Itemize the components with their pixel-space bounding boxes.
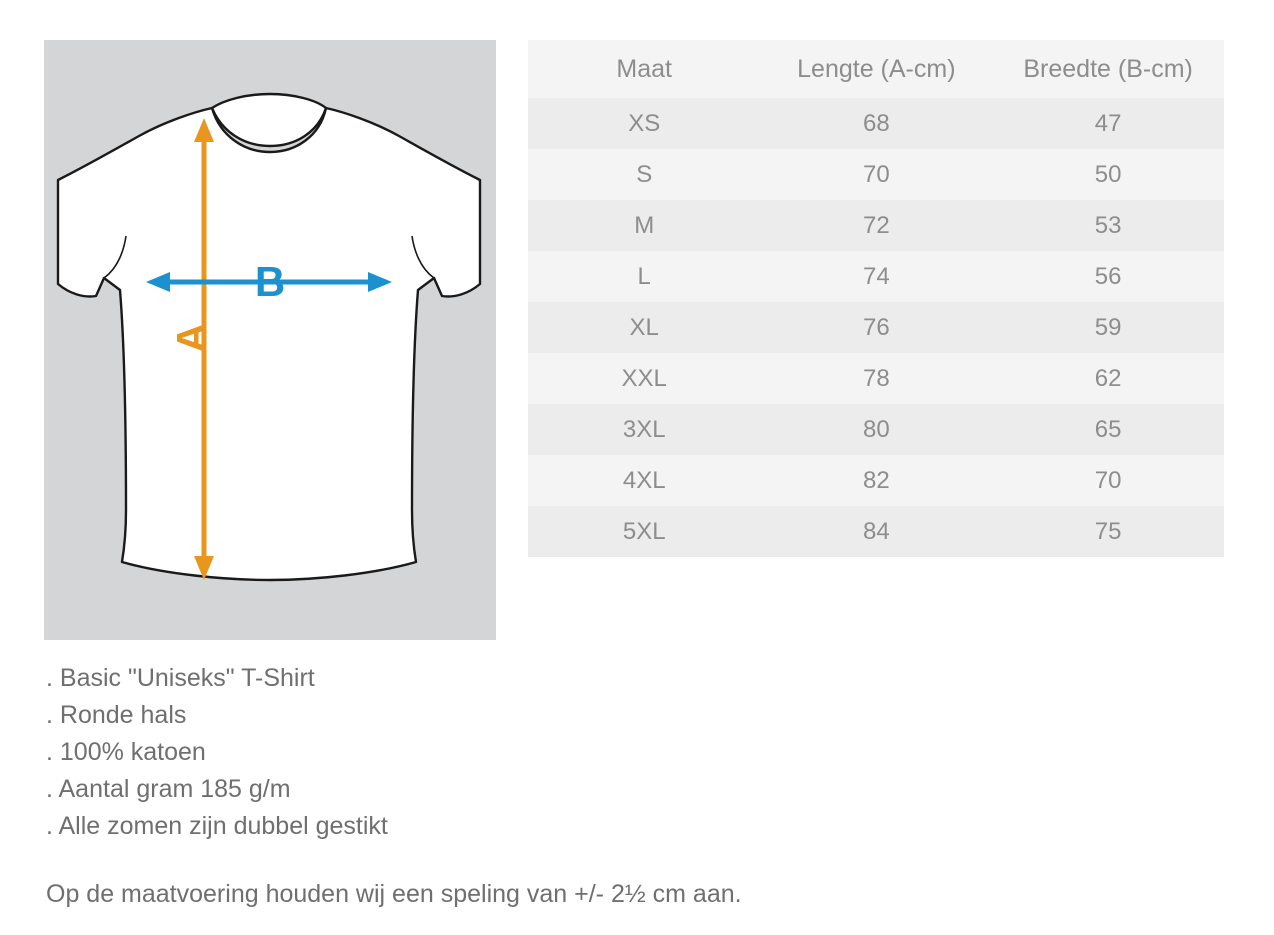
cell-length: 78 [760, 353, 992, 404]
cell-width: 65 [992, 404, 1224, 455]
table-row [528, 455, 1224, 506]
cell-length: 80 [760, 404, 992, 455]
column-header-width: Breedte (B-cm) [992, 40, 1224, 98]
cell-size: XL [528, 302, 760, 353]
table-row [528, 98, 1224, 149]
cell-size: 4XL [528, 455, 760, 506]
length-label: A [168, 322, 215, 354]
cell-width: 53 [992, 200, 1224, 251]
cell-size: 5XL [528, 506, 760, 557]
cell-size: M [528, 200, 760, 251]
cell-length: 76 [760, 302, 992, 353]
column-header-length: Lengte (A-cm) [760, 40, 992, 98]
cell-size: 3XL [528, 404, 760, 455]
cell-width: 75 [992, 506, 1224, 557]
cell-length: 74 [760, 251, 992, 302]
cell-width: 62 [992, 353, 1224, 404]
cell-length: 72 [760, 200, 992, 251]
table-row [528, 404, 1224, 455]
cell-width: 70 [992, 455, 1224, 506]
cell-width: 59 [992, 302, 1224, 353]
cell-size: L [528, 251, 760, 302]
product-specs-list [46, 660, 946, 845]
cell-size: XS [528, 98, 760, 149]
cell-size: S [528, 149, 760, 200]
size-chart-table [528, 40, 1224, 557]
cell-length: 82 [760, 455, 992, 506]
tolerance-note: Op de maatvoering houden wij een speling van +/- 2½ cm aan. [46, 880, 742, 908]
table-row [528, 251, 1224, 302]
cell-width: 50 [992, 149, 1224, 200]
cell-width: 47 [992, 98, 1224, 149]
spec-item: . Aantal gram 185 g/m [46, 775, 291, 803]
cell-size: XXL [528, 353, 760, 404]
shirt-illustration-panel [44, 40, 496, 640]
width-label: B [254, 258, 286, 305]
table-row [528, 302, 1224, 353]
table-row [528, 200, 1224, 251]
table-row [528, 149, 1224, 200]
table-row [528, 506, 1224, 557]
table-header-row [528, 40, 1224, 98]
cell-length: 68 [760, 98, 992, 149]
spec-item: . 100% katoen [46, 738, 206, 766]
spec-item: . Ronde hals [46, 701, 187, 729]
spec-item: . Basic "Uniseks" T-Shirt [46, 664, 315, 692]
cell-length: 84 [760, 506, 992, 557]
cell-length: 70 [760, 149, 992, 200]
table-row [528, 353, 1224, 404]
spec-item: . Alle zomen zijn dubbel gestikt [46, 812, 388, 840]
cell-width: 56 [992, 251, 1224, 302]
column-header-size: Maat [528, 40, 760, 98]
tshirt-diagram [44, 40, 496, 640]
